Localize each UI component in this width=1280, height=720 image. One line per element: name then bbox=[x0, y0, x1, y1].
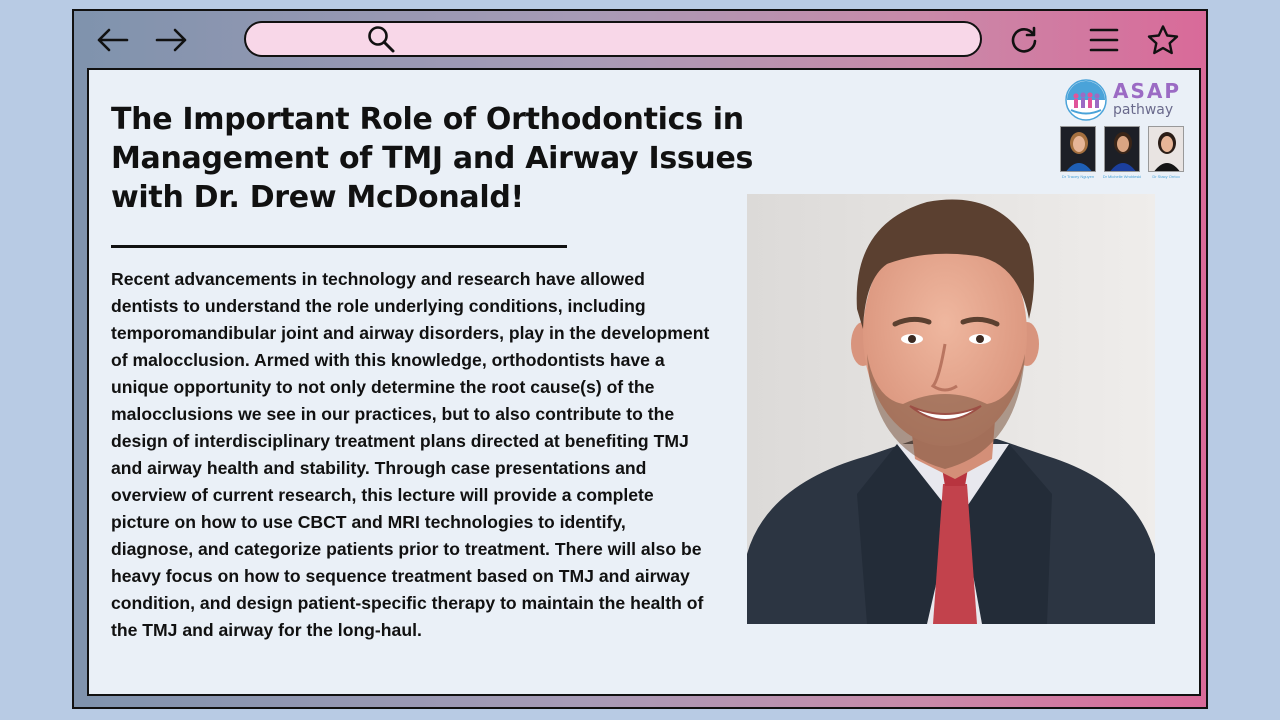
address-search-bar[interactable] bbox=[244, 21, 982, 57]
team-photo-1 bbox=[1060, 126, 1096, 172]
arrow-left-icon bbox=[95, 28, 129, 52]
hamburger-menu-icon bbox=[1089, 25, 1119, 55]
person-silhouette-icon bbox=[1061, 127, 1096, 172]
magnifier-icon bbox=[366, 24, 396, 54]
forward-button[interactable] bbox=[154, 25, 190, 55]
team-caption-2: Dr Michelle Wrobleski bbox=[1102, 174, 1142, 179]
back-button[interactable] bbox=[94, 25, 130, 55]
refresh-button[interactable] bbox=[1008, 24, 1040, 56]
page-content bbox=[87, 68, 1201, 696]
refresh-icon bbox=[1009, 25, 1039, 55]
star-icon bbox=[1147, 24, 1179, 56]
logo-text-pathway: pathway bbox=[1113, 102, 1174, 118]
article-title: The Important Role of Orthodontics in Management of TMJ and Airway Issues with Dr. Drew McDonald! bbox=[111, 102, 754, 215]
menu-button[interactable] bbox=[1088, 24, 1120, 56]
favorite-button[interactable] bbox=[1146, 23, 1180, 57]
speaker-portrait-image bbox=[747, 194, 1155, 624]
arrow-right-icon bbox=[155, 28, 189, 52]
logo-text-asap: ASAP bbox=[1113, 79, 1182, 103]
team-caption-3: Dr Stacy Orrico bbox=[1152, 174, 1180, 179]
person-silhouette-icon bbox=[1105, 127, 1140, 172]
person-silhouette-icon bbox=[1149, 127, 1184, 172]
team-thumbnails bbox=[1060, 126, 1190, 182]
browser-window bbox=[72, 9, 1208, 709]
logo-emblem-icon bbox=[1065, 79, 1107, 121]
speaker-photo bbox=[747, 194, 1155, 624]
team-caption-1: Dr Tracey Nguyen bbox=[1061, 174, 1095, 179]
team-photo-2 bbox=[1104, 126, 1140, 172]
title-divider bbox=[111, 245, 567, 248]
article-body: Recent advancements in technology and research have allowed dentists to understand the role underlying conditions, including temporomandibular joint and airway disorders, play in the development of malocclusion. Armed with this knowledge, orthodontists have a unique opportunity to not only determine the root cause(s) of the malocclusions we see in our practices, but to also contribute to the design of interdisciplinary treatment plans directed at benefiting TMJ and airway health and stability. Through case presentations and overview of current research, this lecture will provide a complete picture on how to use CBCT and MRI technologies to identify, diagnose, and categorize patients prior to treatment. There will also be heavy focus on how to sequence treatment based on TMJ and airway condition, and design patient-specific therapy to maintain the health of the TMJ and airway for the long-haul. bbox=[111, 269, 710, 640]
asap-pathway-logo bbox=[1065, 79, 1185, 123]
team-photo-3 bbox=[1148, 126, 1184, 172]
